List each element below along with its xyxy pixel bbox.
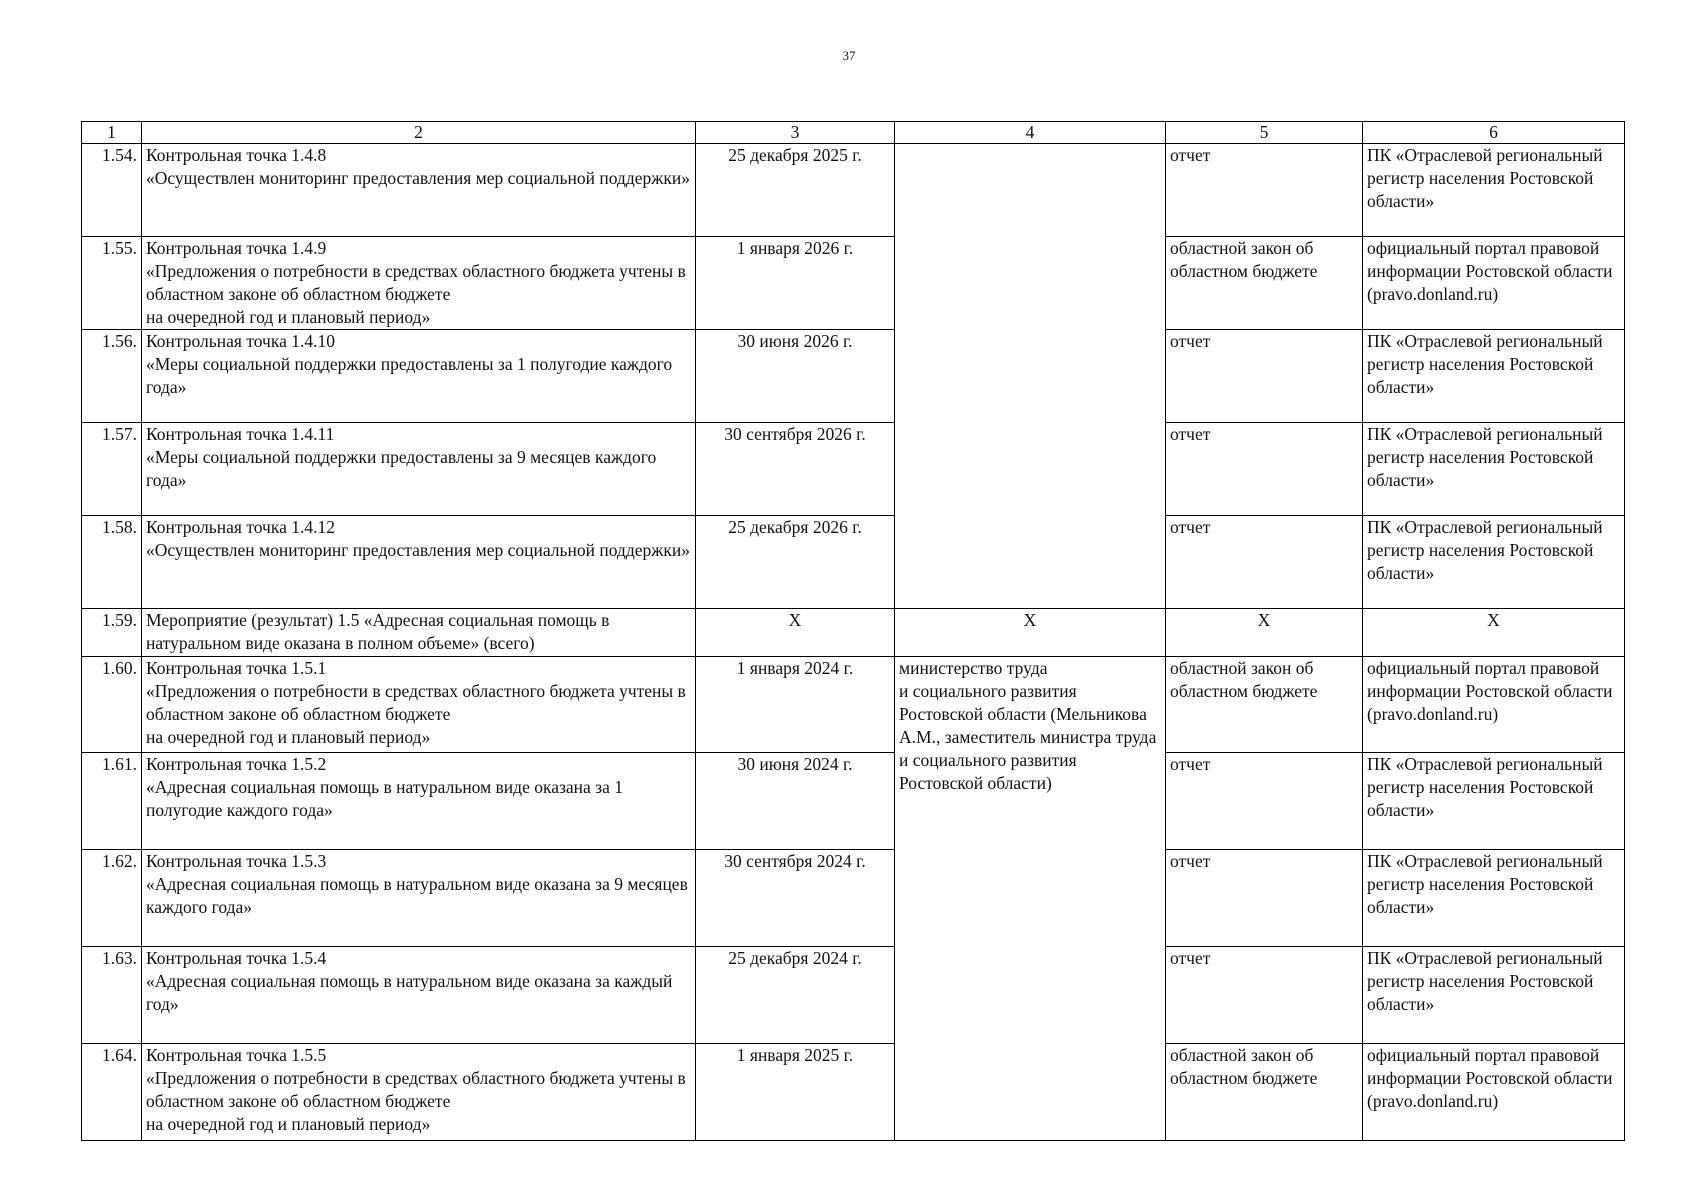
- row-date: 30 сентября 2026 г.: [696, 423, 895, 516]
- table-row: [82, 330, 1625, 423]
- row-info-system: ПК «Отраслевой региональный регистр населения Ростовской области»: [1363, 850, 1625, 947]
- table-row: [82, 144, 1625, 237]
- row-number: 1.64.: [82, 1044, 142, 1141]
- row-info-system: X: [1363, 609, 1625, 657]
- row-description: Контрольная точка 1.4.10 «Меры социальной поддержки предоставлены за 1 полугодие каждого года»: [142, 330, 696, 423]
- row-description: Контрольная точка 1.4.9 «Предложения о потребности в средствах областного бюджета учтены в областном законе об областном бюджете на очередной год и плановый период»: [142, 237, 696, 330]
- row-description: Контрольная точка 1.5.2 «Адресная социальная помощь в натуральном виде оказана за 1 полугодие каждого года»: [142, 753, 696, 850]
- table-row: [82, 947, 1625, 1044]
- page-number: 37: [842, 48, 856, 63]
- column-header: 5: [1166, 122, 1363, 144]
- row-number: 1.63.: [82, 947, 142, 1044]
- plan-table: [81, 121, 1625, 1141]
- row-document: отчет: [1166, 850, 1363, 947]
- row-date: 25 декабря 2026 г.: [696, 516, 895, 609]
- table-row: [82, 850, 1625, 947]
- column-header: 6: [1363, 122, 1625, 144]
- row-number: 1.60.: [82, 657, 142, 753]
- row-description: Контрольная точка 1.4.8 «Осуществлен мониторинг предоставления мер социальной поддержки»: [142, 144, 696, 237]
- row-document: областной закон об областном бюджете: [1166, 237, 1363, 330]
- row-number: 1.62.: [82, 850, 142, 947]
- row-date: 25 декабря 2024 г.: [696, 947, 895, 1044]
- table-header-row: [82, 122, 1625, 144]
- table-row: [82, 753, 1625, 850]
- table-row: [82, 657, 1625, 753]
- row-date: 25 декабря 2025 г.: [696, 144, 895, 237]
- row-responsible: министерство труда и социального развития Ростовской области (Мельникова А.М., заместитель министра труда и социального развития Ростовской области): [895, 657, 1166, 1141]
- row-document: отчет: [1166, 330, 1363, 423]
- row-document: областной закон об областном бюджете: [1166, 1044, 1363, 1141]
- row-document: отчет: [1166, 423, 1363, 516]
- row-document: областной закон об областном бюджете: [1166, 657, 1363, 753]
- row-description: Контрольная точка 1.5.3 «Адресная социальная помощь в натуральном виде оказана за 9 месяцев каждого года»: [142, 850, 696, 947]
- row-date: 1 января 2025 г.: [696, 1044, 895, 1141]
- row-description: Мероприятие (результат) 1.5 «Адресная социальная помощь в натуральном виде оказана в полном объеме» (всего): [142, 609, 696, 657]
- row-document: отчет: [1166, 516, 1363, 609]
- row-date: 1 января 2024 г.: [696, 657, 895, 753]
- row-description: Контрольная точка 1.5.5 «Предложения о потребности в средствах областного бюджета учтены в областном законе об областном бюджете на очередной год и плановый период»: [142, 1044, 696, 1141]
- row-date: X: [696, 609, 895, 657]
- row-info-system: официальный портал правовой информации Ростовской области (pravo.donland.ru): [1363, 1044, 1625, 1141]
- row-info-system: ПК «Отраслевой региональный регистр населения Ростовской области»: [1363, 330, 1625, 423]
- row-info-system: ПК «Отраслевой региональный регистр населения Ростовской области»: [1363, 947, 1625, 1044]
- row-document: X: [1166, 609, 1363, 657]
- row-date: 30 июня 2024 г.: [696, 753, 895, 850]
- row-document: отчет: [1166, 753, 1363, 850]
- row-number: 1.54.: [82, 144, 142, 237]
- row-date: 30 сентября 2024 г.: [696, 850, 895, 947]
- row-number: 1.58.: [82, 516, 142, 609]
- row-description: Контрольная точка 1.4.12 «Осуществлен мониторинг предоставления мер социальной поддержки»: [142, 516, 696, 609]
- row-number: 1.56.: [82, 330, 142, 423]
- row-info-system: ПК «Отраслевой региональный регистр населения Ростовской области»: [1363, 144, 1625, 237]
- column-header: 2: [142, 122, 696, 144]
- row-responsible-empty: [895, 144, 1166, 609]
- row-info-system: ПК «Отраслевой региональный регистр населения Ростовской области»: [1363, 753, 1625, 850]
- row-info-system: ПК «Отраслевой региональный регистр населения Ростовской области»: [1363, 423, 1625, 516]
- column-header: 1: [82, 122, 142, 144]
- table-row: [82, 1044, 1625, 1141]
- table-row: [82, 516, 1625, 609]
- table-row: [82, 423, 1625, 516]
- row-document: отчет: [1166, 947, 1363, 1044]
- column-header: 3: [696, 122, 895, 144]
- row-info-system: официальный портал правовой информации Ростовской области (pravo.donland.ru): [1363, 657, 1625, 753]
- row-info-system: ПК «Отраслевой региональный регистр населения Ростовской области»: [1363, 516, 1625, 609]
- row-date: 1 января 2026 г.: [696, 237, 895, 330]
- row-description: Контрольная точка 1.5.4 «Адресная социальная помощь в натуральном виде оказана за каждый год»: [142, 947, 696, 1044]
- row-description: Контрольная точка 1.5.1 «Предложения о потребности в средствах областного бюджета учтены в областном законе об областном бюджете на очередной год и плановый период»: [142, 657, 696, 753]
- row-number: 1.59.: [82, 609, 142, 657]
- table-row: [82, 609, 1625, 657]
- row-info-system: официальный портал правовой информации Ростовской области (pravo.donland.ru): [1363, 237, 1625, 330]
- table-row: [82, 237, 1625, 330]
- row-date: 30 июня 2026 г.: [696, 330, 895, 423]
- row-document: отчет: [1166, 144, 1363, 237]
- row-number: 1.61.: [82, 753, 142, 850]
- row-number: 1.57.: [82, 423, 142, 516]
- row-number: 1.55.: [82, 237, 142, 330]
- row-responsible: X: [895, 609, 1166, 657]
- column-header: 4: [895, 122, 1166, 144]
- row-description: Контрольная точка 1.4.11 «Меры социальной поддержки предоставлены за 9 месяцев каждого года»: [142, 423, 696, 516]
